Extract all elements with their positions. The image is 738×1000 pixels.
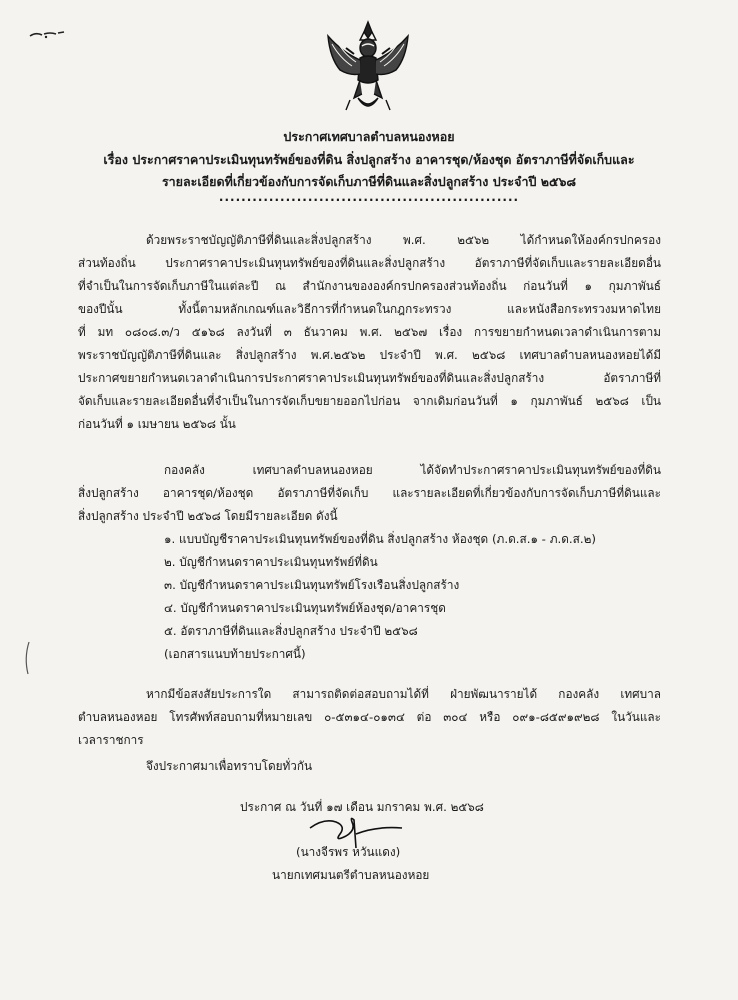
list-item: ๕. อัตราภาษีที่ดินและสิ่งปลูกสร้าง ประจำปี ๒๕๖๘ [164, 624, 418, 638]
paragraph-1-line: ประกาศขยายกำหนดเวลาดำเนินการประกาศราคาประเมินทุนทรัพย์ของที่ดินและสิ่งปลูกสร้าง อัตราภาษีที่ [78, 371, 661, 385]
signer-name: (นางจีรพร หวันแดง) [296, 845, 401, 859]
list-item: ๒. บัญชีกำหนดราคาประเมินทุนทรัพย์ที่ดิน [164, 555, 378, 569]
announcement-date: ประกาศ ณ วันที่ ๑๗ เดือน มกราคม พ.ศ. ๒๕๖๘ [240, 800, 484, 814]
signer-position: นายกเทศมนตรีตำบลหนองหอย [272, 868, 430, 882]
list-item: (เอกสารแนบท้ายประกาศนี้) [164, 647, 306, 661]
subject-line-2: รายละเอียดที่เกี่ยวข้องกับการจัดเก็บภาษีที่ดินและสิ่งปลูกสร้าง ประจำปี ๒๕๖๘ [161, 174, 577, 189]
header-separator: ...................................................... [218, 190, 520, 204]
org-title: ประกาศเทศบาลตำบลหนองหอย [283, 129, 455, 144]
paragraph-2-line: กองคลัง เทศบาลตำบลหนองหอย ได้จัดทำประกาศราคาประเมินทุนทรัพย์ของที่ดิน [164, 463, 661, 477]
subject-line-1: เรื่อง ประกาศราคาประเมินทุนทรัพย์ของที่ดิน สิ่งปลูกสร้าง อาคารชุด/ห้องชุด อัตราภาษีที่จัดเก็บและ [103, 152, 635, 167]
paragraph-1-line: ด้วยพระราชบัญญัติภาษีที่ดินและสิ่งปลูกสร้าง พ.ศ. ๒๕๖๒ ได้กำหนดให้องค์กรปกครอง [146, 233, 661, 247]
list-item: ๓. บัญชีกำหนดราคาประเมินทุนทรัพย์โรงเรือนสิ่งปลูกสร้าง [164, 578, 460, 592]
paragraph-1-line: ส่วนท้องถิ่น ประกาศราคาประเมินทุนทรัพย์ของที่ดินและสิ่งปลูกสร้าง อัตราภาษีที่จัดเก็บและรายละเอียดอื่น [78, 256, 661, 270]
paragraph-1-line: ที่จำเป็นในการจัดเก็บภาษีในแต่ละปี ณ สำนักงานขององค์กรปกครองส่วนท้องถิ่น ก่อนวันที่ ๑ กุมภาพันธ์ [78, 279, 661, 293]
paragraph-2-line: สิ่งปลูกสร้าง ประจำปี ๒๕๖๘ โดยมีรายละเอียด ดังนี้ [78, 509, 338, 523]
paragraph-1-line: ที่ มท ๐๘๐๘.๓/ว ๕๑๖๘ ลงวันที่ ๓ ธันวาคม พ.ศ. ๒๕๖๗ เรื่อง การขยายกำหนดเวลาดำเนินการตาม [78, 325, 661, 339]
paragraph-3-line: หากมีข้อสงสัยประการใด สามารถติดต่อสอบถามได้ที่ ฝ่ายพัฒนารายได้ กองคลัง เทศบาล [146, 687, 661, 701]
paragraph-1-line: พระราชบัญญัติภาษีที่ดินและ สิ่งปลูกสร้าง พ.ศ.๒๕๖๒ ประจำปี พ.ศ. ๒๕๖๘ เทศบาลตำบลหนองหอยได้มี [78, 348, 661, 362]
paragraph-1-line: จัดเก็บและรายละเอียดอื่นที่จำเป็นในการจัดเก็บขยายออกไปก่อน จากเดิมก่อนวันที่ ๑ กุมภาพันธ์ ๒๕๖๘ เป็น [78, 394, 661, 408]
paragraph-3-line: ตำบลหนองหอย โทรศัพท์สอบถามที่หมายเลข ๐-๕๓๑๔-๐๑๓๔ ต่อ ๓๐๔ หรือ ๐๙๑-๘๕๙๑๙๒๘ ในวันและ [78, 710, 661, 724]
margin-mark [22, 640, 32, 676]
garuda-emblem-icon [320, 18, 416, 120]
list-item: ๔. บัญชีกำหนดราคาประเมินทุนทรัพย์ห้องชุด/อาคารชุด [164, 601, 446, 615]
closing-statement: จึงประกาศมาเพื่อทราบโดยทั่วกัน [146, 759, 313, 773]
paragraph-1-line: ก่อนวันที่ ๑ เมษายน ๒๕๖๘ นั้น [78, 417, 236, 431]
paragraph-3-line: เวลาราชการ [78, 733, 144, 747]
paragraph-2-line: สิ่งปลูกสร้าง อาคารชุด/ห้องชุด อัตราภาษีที่จัดเก็บ และรายละเอียดที่เกี่ยวข้องกับการจัดเก็บภาษีที่ดินและ [78, 486, 661, 500]
handwritten-mark [28, 26, 68, 42]
paragraph-1-line: ของปีนั้น ทั้งนี้ตามหลักเกณฑ์และวิธีการที่กำหนดในกฎกระทรวง และหนังสือกระทรวงมหาดไทย [78, 302, 661, 316]
list-item: ๑. แบบบัญชีราคาประเมินทุนทรัพย์ของที่ดิน สิ่งปลูกสร้าง ห้องชุด (ภ.ด.ส.๑ - ภ.ด.ส.๒) [164, 532, 596, 546]
